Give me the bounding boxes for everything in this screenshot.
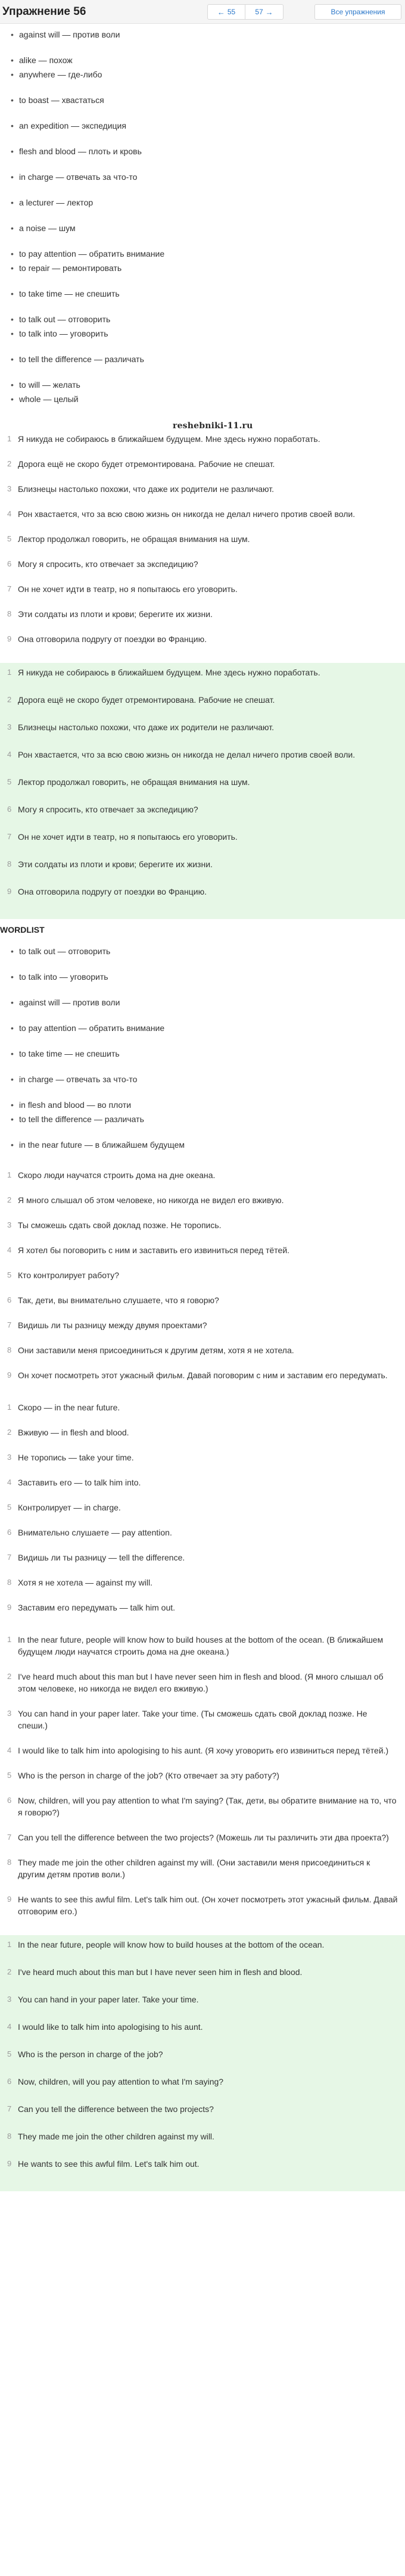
arrow-left-icon: ← bbox=[217, 7, 225, 17]
all-exercises-button[interactable]: Все упражнения bbox=[314, 4, 401, 20]
list-item: 7 Видишь ли ты разницу — tell the difference. bbox=[7, 1553, 185, 1562]
list-item: 4 I would like to talk him into apologising to his aunt. (Я хочу уговорить его извиниться перед тётей.) bbox=[7, 1746, 389, 1755]
list-item: 6 Могу я спросить, кто отвечает за экспедицию? bbox=[7, 559, 198, 569]
list-item: 1 Скоро — in the near future. bbox=[7, 1403, 120, 1412]
vocab-item: • to tell the difference — различать bbox=[11, 1113, 405, 1125]
list-item: 5 Who is the person in charge of the job? bbox=[7, 2049, 163, 2059]
watermark-row bbox=[0, 421, 405, 431]
vocab-item: • whole — целый bbox=[11, 393, 405, 405]
next-exercise-button[interactable] bbox=[245, 4, 284, 20]
matching-list bbox=[0, 1399, 405, 1631]
list-item: 8 Они заставили меня присоединиться к другим детям, хотя я не хотела. bbox=[7, 1345, 294, 1355]
vocab-item: • to repair — ремонтировать bbox=[11, 262, 405, 274]
vocab-item: • to talk into — уговорить bbox=[11, 328, 405, 339]
list-item: 6 Внимательно слушаете — pay attention. bbox=[7, 1528, 172, 1537]
answer-block bbox=[0, 663, 405, 919]
vocab-item: • anywhere — где-либо bbox=[11, 68, 405, 80]
list-item: 3 Близнецы настолько похожи, что даже их родители не различают. bbox=[7, 722, 274, 732]
vocab-item: • to boast — хвастаться bbox=[11, 94, 405, 106]
vocab-item: • in flesh and blood — во плоти bbox=[11, 1099, 405, 1111]
list-item: 2 Вживую — in flesh and blood. bbox=[7, 1428, 129, 1437]
list-item: 1 In the near future, people will know how to build houses at the bottom of the ocean. bbox=[7, 1940, 325, 1949]
vocab-item: • in charge — отвечать за что-то bbox=[11, 171, 405, 183]
vocab-item: • flesh and blood — плоть и кровь bbox=[11, 145, 405, 157]
list-item: 8 Эти солдаты из плоти и крови; берегите их жизни. bbox=[7, 609, 213, 619]
list-item: 5 Лектор продолжал говорить, не обращая внимания на шум. bbox=[7, 534, 250, 544]
list-item: 8 Эти солдаты из плоти и крови; берегите их жизни. bbox=[7, 859, 213, 869]
vocab-item: • a noise — шум bbox=[11, 222, 405, 234]
list-item: 8 They made me join the other children against my will. (Они заставили меня присоединиться к другим детям против воли.) bbox=[7, 1858, 370, 1879]
vocab-item: • alike — похож bbox=[11, 54, 405, 66]
vocab-item: • to take time — не спешить bbox=[11, 288, 405, 300]
list-item: 8 They made me join the other children against my will. bbox=[7, 2132, 214, 2141]
list-item: 9 He wants to see this awful film. Let's talk him out. bbox=[7, 2159, 200, 2169]
next-exercise-label: 57 bbox=[255, 8, 263, 16]
vocab-item: • to pay attention — обратить внимание bbox=[11, 1022, 405, 1034]
list-item: 8 Хотя я не хотела — against my will. bbox=[7, 1578, 152, 1587]
list-item: 6 Now, children, will you pay attention to what I'm saying? bbox=[7, 2077, 224, 2086]
wordlist-title: WORDLIST bbox=[0, 925, 45, 935]
vocab-item: • to take time — не спешить bbox=[11, 1048, 405, 1060]
task-list bbox=[0, 1167, 405, 1399]
list-item: 2 I've heard much about this man but I have never seen him in flesh and blood. bbox=[7, 1967, 303, 1977]
list-item: 2 I've heard much about this man but I have never seen him in flesh and blood. (Я много слышал об этом человеке, но никогда не видел его вживую.) bbox=[7, 1672, 384, 1693]
list-item: 4 Рон хвастается, что за всю свою жизнь он никогда не делал ничего против своей воли. bbox=[7, 750, 356, 759]
list-item: 7 Он не хочет идти в театр, но я попытаюсь его уговорить. bbox=[7, 584, 238, 594]
list-item: 7 Видишь ли ты разницу между двумя проектами? bbox=[7, 1320, 207, 1330]
vocab-item: • a lecturer — лектор bbox=[11, 197, 405, 208]
sentence-list bbox=[0, 431, 405, 663]
vocab-item: • against will — против воли bbox=[11, 996, 405, 1008]
vocab-item: • in charge — отвечать за что-то bbox=[11, 1073, 405, 1085]
vocab-item: • in the near future — в ближайшем будущем bbox=[11, 1139, 405, 1151]
list-item: 5 Who is the person in charge of the job? (Кто отвечает за эту работу?) bbox=[7, 1771, 279, 1780]
list-item: 3 You can hand in your paper later. Take your time. (Ты сможешь сдать свой доклад позже. Не спеши.) bbox=[7, 1709, 367, 1730]
list-item: 4 Я хотел бы поговорить с ним и заставить его извиниться перед тётей. bbox=[7, 1245, 290, 1255]
list-item: 4 I would like to talk him into apologising to his aunt. bbox=[7, 2022, 203, 2032]
list-item: 9 Заставим его передумать — talk him out. bbox=[7, 1603, 176, 1612]
list-item: 3 Ты сможешь сдать свой доклад позже. Не торопись. bbox=[7, 1220, 222, 1230]
list-item: 7 Он не хочет идти в театр, но я попытаюсь его уговорить. bbox=[7, 832, 238, 842]
list-item: 6 Now, children, will you pay attention to what I'm saying? (Так, дети, вы обратите внимание на то, что я говорю?) bbox=[7, 1796, 397, 1817]
list-item: 1 Я никуда не собираюсь в ближайшем будущем. Мне здесь нужно поработать. bbox=[7, 434, 320, 444]
list-item: 9 Он хочет посмотреть этот ужасный фильм. Давай поговорим с ним и заставим его передумать. bbox=[7, 1370, 388, 1380]
list-item: 4 Заставить его — to talk him into. bbox=[7, 1478, 141, 1487]
wordlist bbox=[0, 940, 405, 1167]
answer-block bbox=[0, 1935, 405, 2191]
list-item: 3 You can hand in your paper later. Take your time. bbox=[7, 1995, 199, 2004]
page-title: Упражнение 56 bbox=[2, 5, 86, 18]
vocab-item: • to will — желать bbox=[11, 379, 405, 391]
list-item: 6 Так, дети, вы внимательно слушаете, что я говорю? bbox=[7, 1295, 219, 1305]
watermark: reshebniki-11.ru bbox=[173, 421, 253, 431]
arrow-right-icon: → bbox=[265, 7, 273, 17]
vocab-item: • to tell the difference — различать bbox=[11, 353, 405, 365]
list-item: 3 Не торопись — take your time. bbox=[7, 1453, 134, 1462]
list-item: 1 Скоро люди научатся строить дома на дне океана. bbox=[7, 1170, 216, 1180]
translation-list bbox=[0, 1631, 405, 1935]
vocab-item: • to talk into — уговорить bbox=[11, 971, 405, 983]
prev-exercise-button[interactable] bbox=[207, 4, 245, 20]
list-item: 2 Я много слышал об этом человеке, но никогда не видел его вживую. bbox=[7, 1195, 284, 1205]
list-item: 5 Контролирует — in charge. bbox=[7, 1503, 121, 1512]
vocab-item: • to talk out — отговорить bbox=[11, 313, 405, 325]
pager bbox=[207, 4, 284, 20]
vocab-item: • against will — против воли bbox=[11, 29, 405, 41]
list-item: 5 Лектор продолжал говорить, не обращая внимания на шум. bbox=[7, 777, 250, 787]
vocabulary-list bbox=[0, 24, 405, 421]
list-item: 1 In the near future, people will know how to build houses at the bottom of the ocean. (В ближайшем будущем люди научатся строить дома на дне океана.) bbox=[7, 1635, 384, 1656]
list-item: 9 Она отговорила подругу от поездки во Францию. bbox=[7, 634, 207, 644]
list-item: 3 Близнецы настолько похожи, что даже их родители не различают. bbox=[7, 484, 274, 494]
list-item: 2 Дорога ещё не скоро будет отремонтирована. Рабочие не спешат. bbox=[7, 459, 275, 469]
list-item: 7 Can you tell the difference between the two projects? bbox=[7, 2104, 214, 2114]
vocab-item: • to talk out — отговорить bbox=[11, 945, 405, 957]
list-item: 9 He wants to see this awful film. Let's talk him out. (Он хочет посмотреть этот ужасный фильм. Давай отговорим его.) bbox=[7, 1895, 398, 1916]
vocab-item: • an expedition — экспедиция bbox=[11, 120, 405, 132]
list-item: 7 Can you tell the difference between the two projects? (Можешь ли ты различить эти два проекта?) bbox=[7, 1833, 389, 1842]
list-item: 4 Рон хвастается, что за всю свою жизнь он никогда не делал ничего против своей воли. bbox=[7, 509, 356, 519]
prev-exercise-label: 55 bbox=[227, 8, 236, 16]
list-item: 6 Могу я спросить, кто отвечает за экспедицию? bbox=[7, 805, 198, 814]
list-item: 2 Дорога ещё не скоро будет отремонтирована. Рабочие не спешат. bbox=[7, 695, 275, 705]
vocab-item: • to pay attention — обратить внимание bbox=[11, 248, 405, 260]
list-item: 9 Она отговорила подругу от поездки во Францию. bbox=[7, 887, 207, 896]
header bbox=[0, 0, 405, 24]
list-item: 5 Кто контролирует работу? bbox=[7, 1270, 120, 1280]
list-item: 1 Я никуда не собираюсь в ближайшем будущем. Мне здесь нужно поработать. bbox=[7, 668, 320, 677]
